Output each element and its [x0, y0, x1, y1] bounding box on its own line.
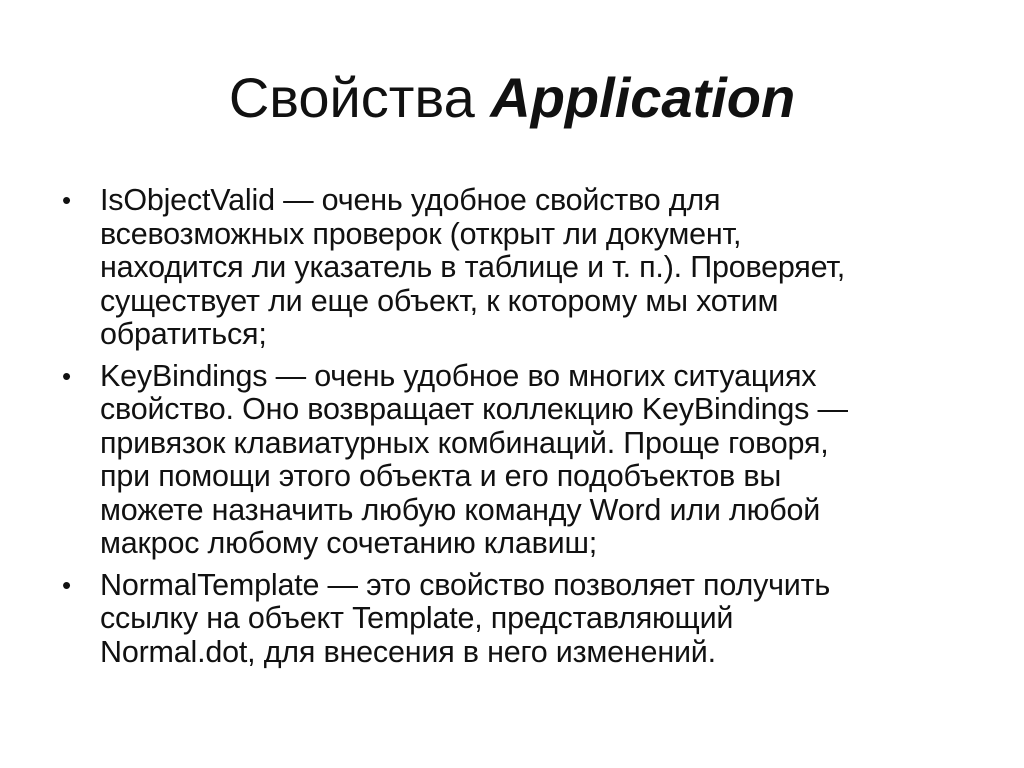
bullet-line: при помощи этого объекта и его подобъектов вы: [100, 459, 782, 493]
bullet-line: находится ли указатель в таблице и т. п.). Проверяет,: [100, 250, 846, 284]
bullet-item-normaltemplate: [62, 567, 980, 670]
bullet-line: IsObjectValid — очень удобное свойство для: [100, 183, 721, 217]
bullet-line: можете назначить любую команду Word или любой: [100, 492, 821, 527]
bullet-item-keybindings: [62, 358, 980, 561]
bullet-line: привязок клавиатурных комбинаций. Проще говоря,: [100, 425, 829, 460]
title-emphasis: Application: [490, 66, 796, 129]
bullet-line: обратиться;: [100, 317, 267, 351]
bullet-line: NormalTemplate — это свойство позволяет получить: [100, 567, 831, 602]
bullet-line: макрос любому сочетанию клавиш;: [100, 526, 598, 560]
bullet-line: свойство. Оно возвращает коллекцию KeyBindings —: [100, 392, 848, 426]
bullet-list: [62, 183, 980, 677]
bullet-line: KeyBindings — очень удобное во многих ситуациях: [100, 358, 817, 393]
bullet-item-isobjectvalid: [62, 183, 980, 352]
slide-title: [0, 62, 1024, 134]
bullet-marker: •: [62, 185, 71, 215]
bullet-marker: •: [62, 569, 71, 600]
bullet-line: Normal.dot, для внесения в него изменений.: [100, 634, 716, 669]
bullet-line: всевозможных проверок (открыт ли документ,: [100, 216, 742, 251]
title-prefix: Свойства: [228, 66, 491, 129]
bullet-line: существует ли еще объект, к которому мы хотим: [100, 283, 779, 318]
bullet-line: ссылку на объект Template, представляющий: [100, 601, 734, 635]
bullet-marker: •: [62, 360, 71, 391]
